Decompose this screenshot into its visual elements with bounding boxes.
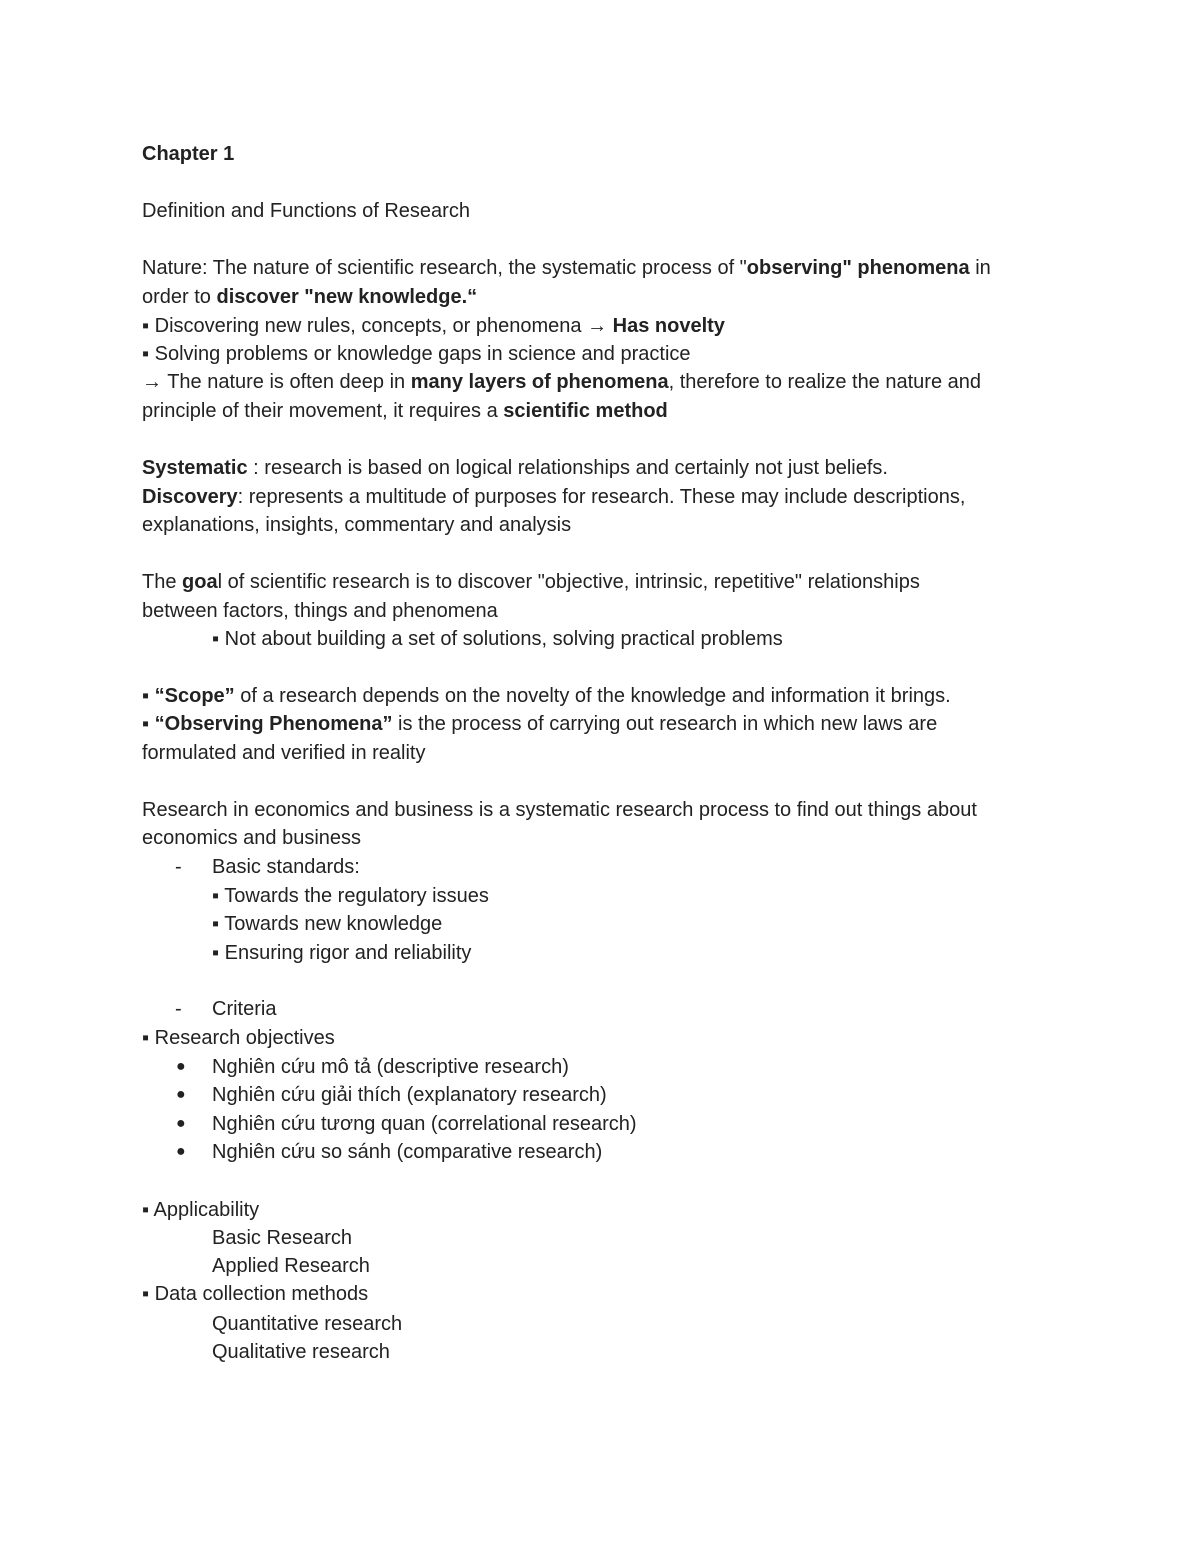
- nature-line-2: [142, 285, 477, 313]
- text: ▪ Discovering new rules, concepts, or phenomena →: [142, 315, 613, 337]
- applicability-label: ▪ Applicability: [142, 1199, 260, 1221]
- text: is the process of carrying out research in which new laws are: [392, 713, 938, 735]
- data-collection-label: ▪ Data collection methods: [142, 1283, 369, 1305]
- bold-text: scientific method: [503, 400, 668, 422]
- term: “Scope”: [154, 685, 235, 707]
- discovery-cont: explanations, insights, commentary and analysis: [142, 514, 572, 536]
- text: → The nature is often deep in: [142, 371, 411, 393]
- applicability-item: Basic Research: [212, 1227, 353, 1249]
- data-collection-item: Qualitative research: [212, 1341, 390, 1363]
- bold-text: goa: [182, 571, 218, 593]
- bullet-dot: ●: [176, 1058, 186, 1075]
- systematic-line: [142, 456, 888, 484]
- goal-cont: between factors, things and phenomena: [142, 600, 498, 622]
- nature-bullet-1: [142, 314, 725, 342]
- applicability-item: Applied Research: [212, 1255, 370, 1277]
- data-collection-item: Quantitative research: [212, 1313, 403, 1335]
- goal-sub-bullet: ▪ Not about building a set of solutions, solving practical problems: [212, 628, 783, 650]
- bullet-dot: ●: [176, 1115, 186, 1132]
- dash-marker: -: [175, 856, 182, 878]
- basic-standards-label: Basic standards:: [212, 856, 360, 878]
- bullet: ▪: [142, 685, 155, 707]
- page-title: Chapter 1: [142, 143, 235, 165]
- objective-item: Nghiên cứu tương quan (correlational research): [212, 1113, 637, 1135]
- bold-text: Has novelty: [612, 315, 725, 337]
- bullet: ▪: [142, 713, 155, 735]
- economics-line-2: economics and business: [142, 827, 362, 849]
- nature-line-1: [142, 256, 991, 284]
- basic-standards-item: ▪ Towards new knowledge: [212, 913, 443, 935]
- bold-text: many layers of phenomena: [410, 371, 669, 393]
- research-objectives-label: ▪ Research objectives: [142, 1027, 335, 1049]
- term: Discovery: [142, 486, 238, 508]
- text: Nature: The nature of scientific research, the systematic process of ": [142, 257, 747, 279]
- text: , therefore to realize the nature and: [668, 371, 981, 393]
- scope-line: [142, 684, 951, 712]
- objective-item: Nghiên cứu mô tả (descriptive research): [212, 1056, 569, 1078]
- economics-line-1: Research in economics and business is a systematic research process to find out things about: [142, 799, 977, 821]
- observing-line: [142, 712, 937, 740]
- basic-standards-item: ▪ Towards the regulatory issues: [212, 885, 489, 907]
- text: of a research depends on the novelty of the knowledge and information it brings.: [234, 685, 951, 707]
- bullet-dot: ●: [176, 1086, 186, 1103]
- nature-line-5: [142, 399, 668, 427]
- bold-text: discover "new knowledge.“: [216, 286, 478, 308]
- text: l of scientific research is to discover "objective, intrinsic, repetitive" relationships: [217, 571, 920, 593]
- term: Systematic: [142, 457, 248, 479]
- dash-marker: -: [175, 998, 182, 1020]
- nature-arrow-line: [142, 370, 981, 398]
- text: principle of their movement, it requires a: [142, 400, 504, 422]
- criteria-label: Criteria: [212, 998, 277, 1020]
- text: order to: [142, 286, 217, 308]
- nature-bullet-2: ▪ Solving problems or knowledge gaps in science and practice: [142, 343, 691, 365]
- discovery-line: [142, 485, 965, 513]
- text: : represents a multitude of purposes for research. These may include descriptions,: [237, 486, 966, 508]
- text: in: [969, 257, 991, 279]
- term: “Observing Phenomena”: [154, 713, 393, 735]
- text: The: [142, 571, 183, 593]
- observing-cont: formulated and verified in reality: [142, 742, 426, 764]
- objective-item: Nghiên cứu so sánh (comparative research): [212, 1141, 603, 1163]
- bold-text: observing" phenomena: [746, 257, 970, 279]
- objective-item: Nghiên cứu giải thích (explanatory research): [212, 1084, 607, 1106]
- basic-standards-item: ▪ Ensuring rigor and reliability: [212, 942, 472, 964]
- text: : research is based on logical relationships and certainly not just beliefs.: [247, 457, 888, 479]
- section-heading: Definition and Functions of Research: [142, 200, 470, 222]
- bullet-dot: ●: [176, 1143, 186, 1160]
- goal-line: [142, 570, 920, 598]
